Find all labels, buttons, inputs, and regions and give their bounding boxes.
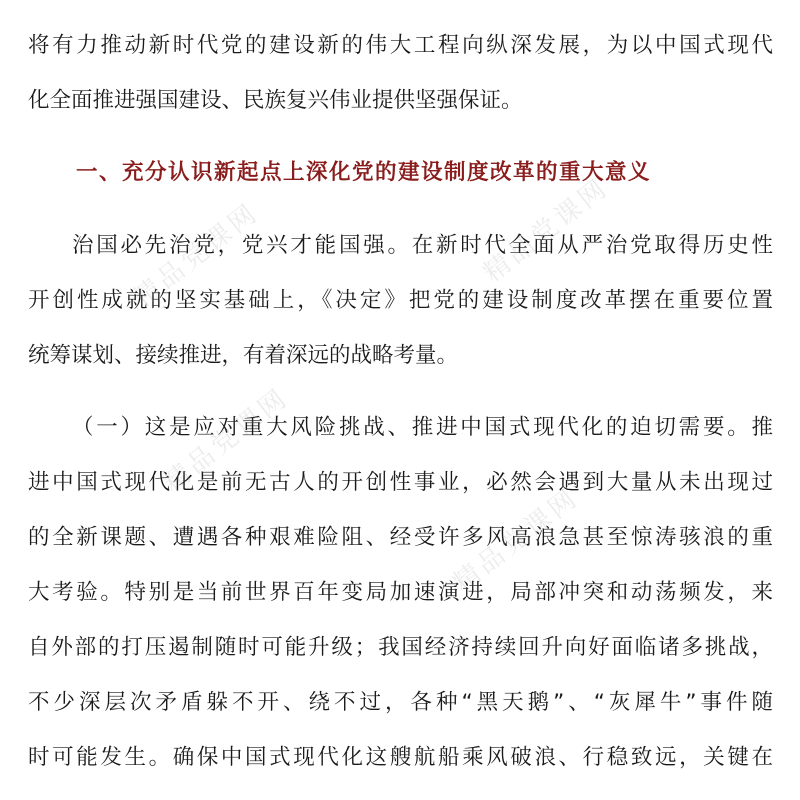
paragraph1-line-1: 治国必先治党，党兴才能国强。在新时代全面从严治党取得历史性 [72,233,773,258]
paragraph2-line-1: （一）这是应对重大风险挑战、推进中国式现代化的迫切需要。推 [72,415,773,440]
paragraph2-line-6: 不少深层次矛盾躲不开、绕不过，各种“黑天鹅”、“灰犀牛”事件随 [28,690,773,715]
paragraph2-line-2: 进中国式现代化是前无古人的开创性事业，必然会遇到大量从未出现过 [28,470,773,495]
intro-line-2: 化全面推进强国建设、民族复兴伟业提供坚强保证。 [28,88,523,113]
intro-line-1: 将有力推动新时代党的建设新的伟大工程向纵深发展，为以中国式现代 [28,33,773,58]
watermark: 精品党课网 [158,382,295,499]
paragraph1-line-3: 统筹谋划、接续推进，有着深远的战略考量。 [28,343,459,368]
paragraph2-line-3: 的全新课题、遭遇各种艰难险阻、经受许多风高浪急甚至惊涛骇浪的重 [28,525,773,550]
paragraph1-line-2: 开创性成就的坚实基础上，《决定》把党的建设制度改革摆在重要位置 [28,288,773,313]
section-heading: 一、充分认识新起点上深化党的建设制度改革的重大意义 [76,160,652,185]
watermark: 精品党课网 [448,482,585,599]
paragraph2-line-7: 时可能发生。确保中国式现代化这艘航船乘风破浪、行稳致远，关键在 [28,745,773,770]
watermark: 精品党课网 [478,172,615,289]
paragraph2-line-5: 自外部的打压遏制随时可能升级；我国经济持续回升向好面临诸多挑战， [28,635,773,660]
watermark: 精品党课网 [128,197,265,314]
paragraph2-line-4: 大考验。特别是当前世界百年变局加速演进，局部冲突和动荡频发，来 [28,580,773,605]
